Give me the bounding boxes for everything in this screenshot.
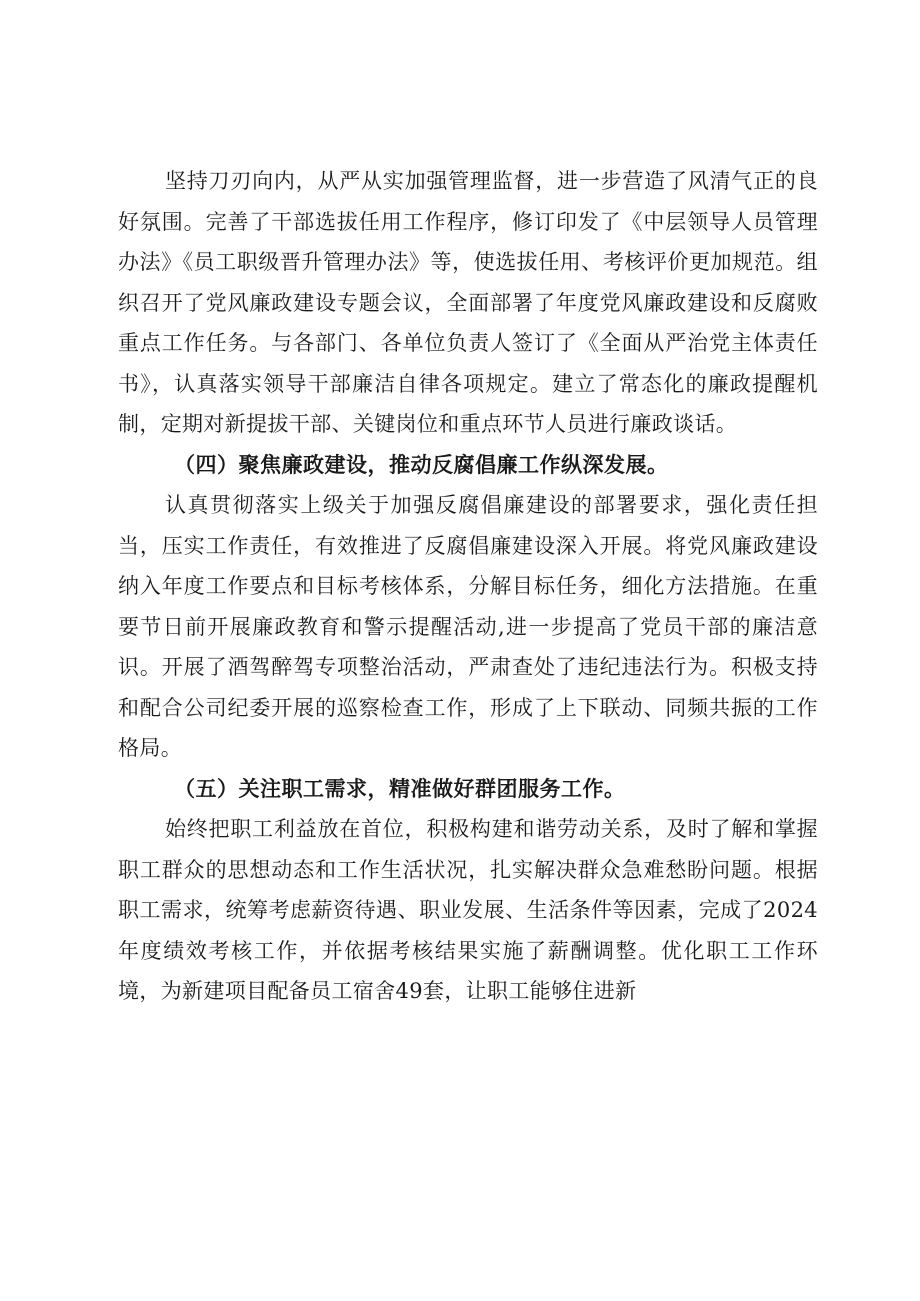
paragraph-staff-services: 始终把职工利益放在首位，积极构建和谐劳动关系，及时了解和掌握职工群众的思想动态和工作生活状况，扎实解决群众急难愁盼问题。根据职工需求，统筹考虑薪资待遇、职业发展、生活条件等因素，完成了2024年度绩效考核工作，并依据考核结果实施了薪酬调整。优化职工工作环境，为新建项目配备员工宿舍49套，让职工能够住进新	[118, 817, 818, 1003]
section-heading-4: （四）聚焦廉政建设，推动反腐倡廉工作纵深发展。	[174, 452, 669, 477]
document-body	[118, 161, 818, 1012]
section-heading-5: （五）关注职工需求，精准做好群团服务工作。	[174, 776, 626, 801]
paragraph-supervision: 坚持刀刃向内，从严从实加强管理监督，进一步营造了风清气正的良好氛围。完善了干部选拔任用工作程序，修订印发了《中层领导人员管理办法》《员工职级晋升管理办法》等，使选拔任用、考核评价更加规范。组织召开了党风廉政建设专题会议，全面部署了年度党风廉政建设和反腐败重点工作任务。与各部门、各单位负责人签订了《全面从严治党主体责任书》，认真落实领导干部廉洁自律各项规定。建立了常态化的廉政提醒机制，定期对新提拔干部、关键岗位和重点环节人员进行廉政谈话。	[118, 169, 818, 436]
paragraph-anti-corruption: 认真贯彻落实上级关于加强反腐倡廉建设的部署要求，强化责任担当，压实工作责任，有效推进了反腐倡廉建设深入开展。将党风廉政建设纳入年度工作要点和目标考核体系，分解目标任务，细化方法措施。在重要节日前开展廉政教育和警示提醒活动,进一步提高了党员干部的廉洁意识。开展了酒驾醉驾专项整治活动，严肃查处了违纪违法行为。积极支持和配合公司纪委开展的巡察检查工作，形成了上下联动、同频共振的工作格局。	[118, 493, 818, 760]
